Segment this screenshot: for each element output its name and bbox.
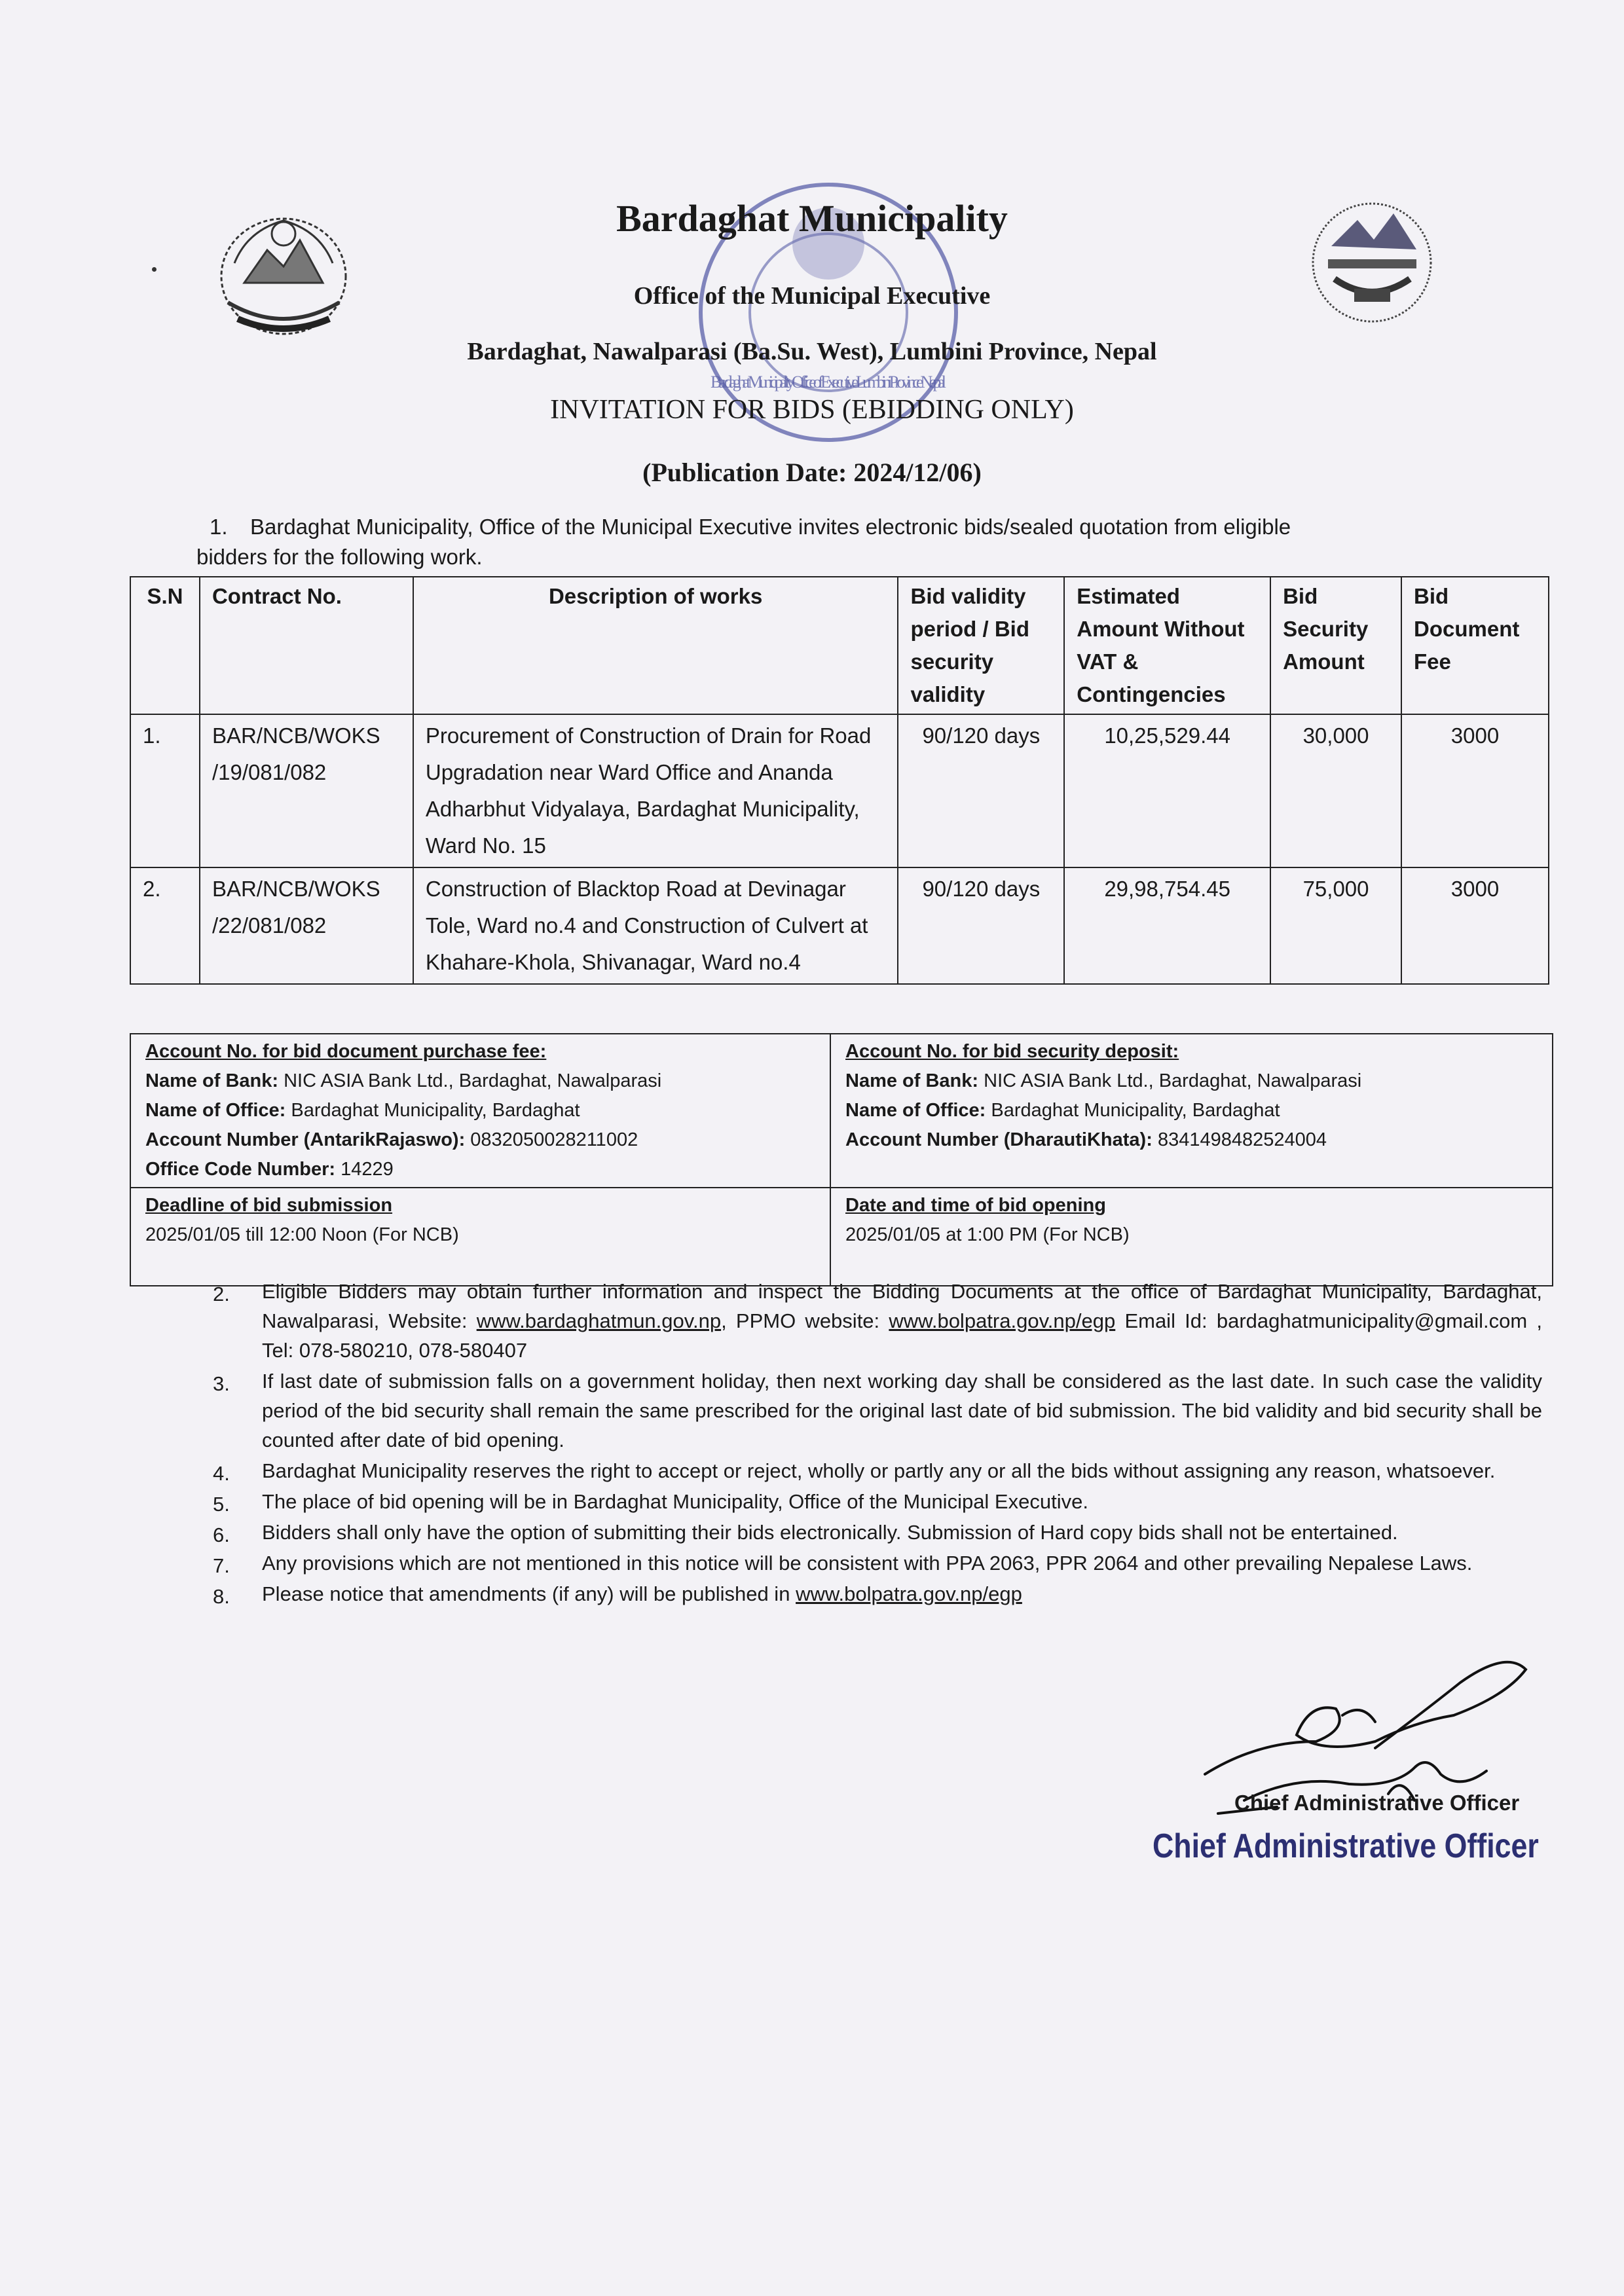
row-security: 30,000 <box>1270 714 1401 867</box>
deadline-value: 2025/01/05 till 12:00 Noon (For NCB) <box>145 1224 459 1245</box>
row-validity: 90/120 days <box>898 714 1064 867</box>
security-office: Bardaghat Municipality, Bardaghat <box>991 1100 1280 1121</box>
signatory-title: Chief Administrative Officer <box>1234 1791 1520 1815</box>
opening-value: 2025/01/05 at 1:00 PM (For NCB) <box>845 1224 1130 1245</box>
note-text: The place of bid opening will be in Bardaghat Municipality, Office of the Municipal Executive. <box>262 1490 1088 1513</box>
note-3 <box>213 1366 1542 1455</box>
note-number: 2. <box>213 1283 230 1305</box>
intro-line2: bidders for the following work. <box>196 545 483 569</box>
security-account-title: Account No. for bid security deposit: <box>845 1041 1179 1062</box>
note-text: If last date of submission falls on a government holiday, then next working day shall be considered as the last date. In such case the validity period of the bid security shall remain the same prescribed for the original last date of bid submission. The bid validity and bid security shall be counted after date of bid opening. <box>262 1370 1542 1451</box>
note-text: Email Id: bardaghatmunicipality@gmail.com , Tel: 078-580210, 078-580407 <box>262 1309 1543 1362</box>
row-security: 75,000 <box>1270 867 1401 984</box>
table-row <box>130 714 1549 867</box>
opening-cell <box>830 1188 1553 1286</box>
col-fee-header: Bid Document Fee <box>1401 577 1549 714</box>
note-number: 7. <box>213 1554 230 1577</box>
fee-acct-label: Account Number (AntarikRajaswo): <box>145 1129 466 1150</box>
note-number: 5. <box>213 1493 230 1516</box>
fee-office-code: 14229 <box>341 1159 394 1180</box>
row-description: Procurement of Construction of Drain for Road Upgradation near Ward Office and Ananda Adharbhut Vidyalaya, Bardaghat Municipality, Ward No. 15 <box>413 714 898 867</box>
intro-number: 1. <box>210 515 228 539</box>
note-text: Eligible Bidders may obtain further information and inspect the Bidding Documents at the office of Bardaghat Municipality, Bardaghat, Nawalparasi, Website: <box>262 1280 1542 1332</box>
notice-heading: INVITATION FOR BIDS (EBIDDING ONLY) <box>550 395 1074 425</box>
col-sn-header: S.N <box>130 577 200 714</box>
table-header-row <box>130 577 1549 714</box>
note-number: 8. <box>213 1585 230 1608</box>
amendment-link[interactable]: www.bolpatra.gov.np/egp <box>796 1582 1022 1605</box>
intro-line1: Bardaghat Municipality, Office of the Municipal Executive invites electronic bids/sealed quotation from eligible <box>250 515 1291 539</box>
account-info-table <box>130 1033 1553 1286</box>
note-2 <box>213 1277 1542 1365</box>
fee-office-label: Name of Office: <box>145 1100 286 1121</box>
deadline-cell <box>130 1188 830 1286</box>
row-sn: 2. <box>130 867 200 984</box>
office-name: Office of the Municipal Executive <box>633 282 991 310</box>
row-fee: 3000 <box>1401 714 1549 867</box>
row-description: Construction of Blacktop Road at Devinagar Tole, Ward no.4 and Construction of Culvert at Khahare-Khola, Shivanagar, Ward no.4 <box>413 867 898 984</box>
fee-account-cell <box>130 1034 830 1188</box>
security-bank-label: Name of Bank: <box>845 1070 979 1091</box>
ppmo-link[interactable]: www.bolpatra.gov.np/egp <box>889 1309 1116 1332</box>
security-office-label: Name of Office: <box>845 1100 986 1121</box>
security-bank: NIC ASIA Bank Ltd., Bardaghat, Nawalparasi <box>984 1070 1362 1091</box>
security-acct-number: 8341498482524004 <box>1157 1129 1327 1150</box>
fee-acct-number: 0832050028211002 <box>470 1129 638 1150</box>
note-number: 6. <box>213 1523 230 1546</box>
fee-office: Bardaghat Municipality, Bardaghat <box>291 1100 580 1121</box>
notes-list <box>213 1277 1542 1610</box>
row-contract: BAR/NCB/WOKS /19/081/082 <box>200 714 413 867</box>
note-text: Bardaghat Municipality reserves the right to accept or reject, wholly or partly any or all the bids without assigning any reason, whatsoever. <box>262 1459 1496 1482</box>
row-estimate: 10,25,529.44 <box>1064 714 1270 867</box>
fee-bank-label: Name of Bank: <box>145 1070 279 1091</box>
note-text: Bidders shall only have the option of submitting their bids electronically. Submission of Hard copy bids shall not be entertained. <box>262 1521 1398 1544</box>
col-estimate-header: Estimated Amount Without VAT & Contingencies <box>1064 577 1270 714</box>
note-text: Please notice that amendments (if any) will be published in <box>262 1582 796 1605</box>
row-contract: BAR/NCB/WOKS /22/081/082 <box>200 867 413 984</box>
row-fee: 3000 <box>1401 867 1549 984</box>
intro-paragraph <box>196 512 1493 572</box>
fee-account-title: Account No. for bid document purchase fee: <box>145 1041 547 1062</box>
security-acct-label: Account Number (DharautiKhata): <box>845 1129 1153 1150</box>
note-number: 3. <box>213 1372 230 1395</box>
note-text: Any provisions which are not mentioned in this notice will be consistent with PPA 2063, PPR 2064 and other prevailing Nepalese Laws. <box>262 1552 1473 1575</box>
note-8 <box>213 1579 1542 1609</box>
website-link[interactable]: www.bardaghatmun.gov.np <box>476 1309 722 1332</box>
col-security-header: Bid Security Amount <box>1270 577 1401 714</box>
note-number: 4. <box>213 1462 230 1485</box>
fee-code-label: Office Code Number: <box>145 1159 336 1180</box>
stamp-text: Bardaghat Municipality Office of Executive Lumbini Province Nepal <box>710 373 946 392</box>
opening-title: Date and time of bid opening <box>845 1195 1106 1216</box>
col-validity-header: Bid validity period / Bid security validity <box>898 577 1064 714</box>
note-7 <box>213 1548 1542 1578</box>
note-4 <box>213 1456 1542 1485</box>
note-6 <box>213 1518 1542 1547</box>
fee-bank: NIC ASIA Bank Ltd., Bardaghat, Nawalparasi <box>284 1070 662 1091</box>
note-5 <box>213 1487 1542 1516</box>
row-sn: 1. <box>130 714 200 867</box>
page-title: Bardaghat Municipality <box>616 197 1008 240</box>
note-text: , PPMO website: <box>721 1309 889 1332</box>
deadline-title: Deadline of bid submission <box>145 1195 393 1216</box>
table-row <box>130 867 1549 984</box>
page-mark <box>152 267 157 272</box>
row-estimate: 29,98,754.45 <box>1064 867 1270 984</box>
office-address: Bardaghat, Nawalparasi (Ba.Su. West), Lumbini Province, Nepal <box>467 338 1157 365</box>
col-contract-header: Contract No. <box>200 577 413 714</box>
security-account-cell <box>830 1034 1553 1188</box>
signatory-stamp-title: Chief Administrative Officer <box>1153 1827 1539 1865</box>
row-validity: 90/120 days <box>898 867 1064 984</box>
col-description-header: Description of works <box>413 577 898 714</box>
publication-date: (Publication Date: 2024/12/06) <box>642 458 982 487</box>
bid-table <box>130 576 1549 985</box>
